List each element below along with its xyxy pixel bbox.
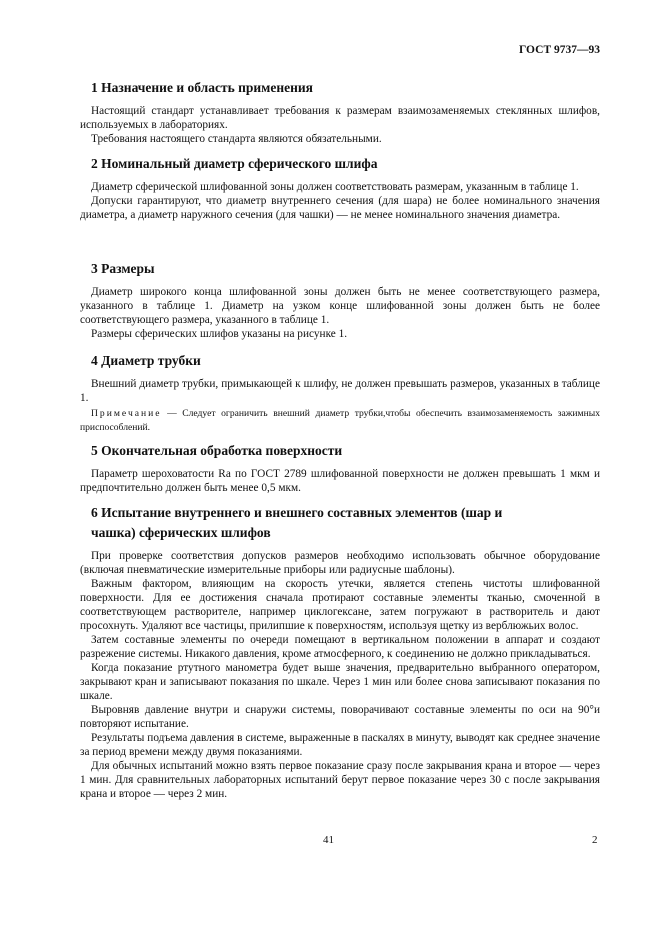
paragraph: Допуски гарантируют, что диаметр внутреннего сечения (для шара) не более номинального значения диаметра, а диаметр наружного сечения (для чашки) — не менее номинального значения диаметра.	[80, 195, 600, 221]
page-number: 41	[323, 834, 334, 846]
section-3	[80, 259, 600, 341]
paragraph: При проверке соответствия допусков размеров необходимо использовать обычное оборудование (включая пневматические измерительные приборы или радиусные шаблоны).	[80, 550, 600, 576]
paragraph: Требования настоящего стандарта являются обязательными.	[91, 133, 382, 145]
paragraph: Затем составные элементы по очереди помещают в вертикальном положении в аппарат и создают разрежение системы. Никакого давления, кроме атмосферного, к соединению не должно прикладываться.	[80, 634, 600, 660]
paragraph: Диаметр широкого конца шлифованной зоны должен быть не менее соответствующего размера, указанного в таблице 1. Диаметр на узком конце шлифованной зоны должен быть не более соответствующего размера, указанного в таблице 1.	[80, 286, 600, 326]
document-code: ГОСТ 9737—93	[519, 44, 600, 56]
section-1	[80, 78, 600, 146]
paragraph: Результаты подъема давления в системе, выраженные в паскалях в минуту, выводят как среднее значение за период времени между двумя показаниями.	[80, 732, 600, 758]
section-heading: 4 Диаметр трубки	[91, 353, 201, 368]
paragraph: Внешний диаметр трубки, примыкающей к шлифу, не должен превышать размеров, указанных в таблице 1.	[80, 378, 600, 404]
paragraph: Важным фактором, влияющим на скорость утечки, является степень чистоты шлифованной поверхности. Для ее достижения сначала протирают составные элементы тканью, смоченной в соответствующем растворителе, например циклогексане, затем погружают в растворитель и дают просохнуть. Удаляют все частицы, прилипшие к поверхностям, используя щетку из верблюжьих волос.	[80, 578, 600, 632]
section-heading: 5 Окончательная обработка поверхности	[91, 443, 343, 458]
section-5	[80, 441, 600, 495]
paragraph: Размеры сферических шлифов указаны на рисунке 1.	[91, 328, 348, 340]
note-text: — Следует ограничить внешний диаметр трубки,чтобы обеспечить взаимозаменяемость зажимных приспособлений.	[80, 408, 600, 433]
sheet-number: 2	[592, 834, 598, 846]
paragraph: Диаметр сферической шлифованной зоны должен соответствовать размерам, указанным в таблице 1.	[91, 181, 579, 193]
note-label: Примечание	[91, 408, 162, 419]
section-6	[80, 503, 600, 801]
paragraph: Настоящий стандарт устанавливает требования к размерам взаимозаменяемых стеклянных шлифов, используемых в лабораториях.	[80, 105, 600, 131]
paragraph: Параметр шероховатости Ra по ГОСТ 2789 шлифованной поверхности не должен превышать 1 мкм и предпочтительно должен быть менее 0,5 мкм.	[80, 468, 600, 494]
paragraph: Выровняв давление внутри и снаружи системы, поворачивают составные элементы по оси на 90°и повторяют испытание.	[80, 704, 600, 730]
paragraph: Когда показание ртутного манометра будет выше значения, предварительно выбранного оператором, закрывают кран и записывают показания по шкале. Через 1 мин или более снова записывают показания по шкале.	[80, 662, 600, 702]
section-heading: 3 Размеры	[91, 261, 155, 276]
section-heading: 1 Назначение и область применения	[91, 80, 313, 95]
section-heading: 6 Испытание внутреннего и внешнего составных элементов (шар и чашка) сферических шлифов	[91, 505, 503, 540]
paragraph: Для обычных испытаний можно взять первое показание сразу после закрывания крана и второе — через 1 мин. Для сравнительных лабораторных испытаний берут первое показание через 30 с после закрывания крана и второе — через 2 мин.	[80, 760, 600, 800]
note	[80, 407, 600, 435]
section-heading: 2 Номинальный диаметр сферического шлифа	[91, 156, 378, 171]
section-2	[80, 154, 600, 222]
section-4	[80, 351, 600, 435]
